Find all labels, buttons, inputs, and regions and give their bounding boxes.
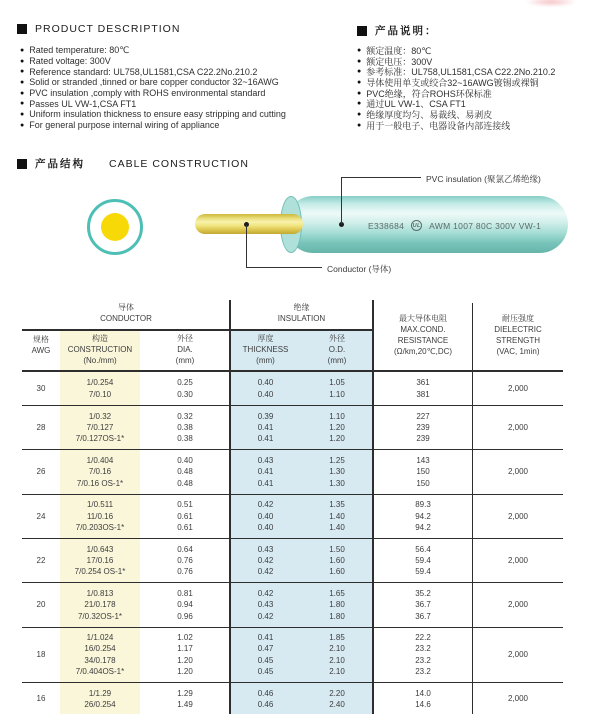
cell-value: 0.41 xyxy=(257,467,274,477)
section-marker-icon xyxy=(357,26,367,36)
header-line: (mm) xyxy=(175,356,195,365)
header-line: STRENGTH xyxy=(496,336,540,345)
awg-group-28 xyxy=(22,406,563,450)
cell-value: 0.39 xyxy=(257,411,274,421)
cell-od xyxy=(301,628,373,682)
bullet-text: 通过UL VW-1、CSA FT1 xyxy=(366,99,466,110)
cell-value: 0.51 xyxy=(177,500,193,510)
cell-value: 1.30 xyxy=(329,467,345,477)
leader-line xyxy=(341,177,342,224)
bullet-text: 绝缘厚度均匀、易裁线、易剥皮 xyxy=(366,109,493,120)
cell-value: 1/0.643 xyxy=(86,544,114,554)
cell-value: 1.65 xyxy=(329,588,345,598)
cell-value: 7/0.16 xyxy=(88,467,112,477)
section-cable-construction-header xyxy=(17,156,249,171)
section-product-description-header xyxy=(17,23,180,35)
cell-value: 0.61 xyxy=(177,523,193,533)
cell-value: 35.2 xyxy=(415,588,431,598)
bullet-text: PVC绝缘，符合ROHS环保标准 xyxy=(366,88,492,99)
cell-thickness xyxy=(230,495,301,538)
bullet-icon: ● xyxy=(357,46,362,54)
header-line: (Ω/km,20℃,DC) xyxy=(393,347,453,356)
cell-construction xyxy=(60,372,140,405)
cell-value: 1.50 xyxy=(329,544,345,554)
cell-value: 7/0.254 OS-1* xyxy=(74,567,126,577)
bullet-text: Solid or stranded ,tinned or bare copper conductor 32~16AWG xyxy=(29,77,279,88)
cell-value: 381 xyxy=(416,389,430,399)
bullet-item xyxy=(20,120,330,131)
conductor-label: Conductor (导体) xyxy=(327,264,392,274)
cell-value: 23.2 xyxy=(415,667,431,677)
cell-awg xyxy=(22,372,60,405)
cell-od xyxy=(301,372,373,405)
cell-thickness xyxy=(230,539,301,582)
cell-value: 7/0.32OS-1* xyxy=(77,611,123,621)
header-line: 厚度 xyxy=(257,334,274,343)
cell-value: 36.7 xyxy=(415,600,431,610)
cell-thickness xyxy=(230,450,301,493)
cell-value: 2.10 xyxy=(329,644,345,654)
bullet-text: Uniform insulation thickness to ensure easy stripping and cutting xyxy=(29,109,286,120)
cell-value: 7/0.127OS-1* xyxy=(75,434,125,444)
cell-resistance xyxy=(373,372,473,405)
cell-value: 16/0.254 xyxy=(84,644,116,654)
header-line: 最大导体电阻 xyxy=(399,314,447,323)
group-header-underline xyxy=(22,329,373,331)
section-product-notes-header xyxy=(357,23,438,38)
header-dia xyxy=(140,333,230,366)
cell-value: 2,000 xyxy=(507,649,529,659)
cell-dielectric xyxy=(473,683,563,714)
cell-value: 2,000 xyxy=(507,383,529,393)
insulation-label: PVC insulation (聚氯乙烯绝缘) xyxy=(426,174,541,184)
awg-group-18 xyxy=(22,628,563,683)
ul-mark-icon: UL xyxy=(411,220,422,231)
cell-dielectric xyxy=(473,450,563,493)
cell-awg xyxy=(22,450,60,493)
leader-line xyxy=(246,225,247,268)
bullet-text: Reference standard: UL758,UL1581,CSA C22.2No.210.2 xyxy=(29,66,258,77)
cell-value: 0.32 xyxy=(177,411,193,421)
cell-dielectric xyxy=(473,495,563,538)
cell-value: 2,000 xyxy=(507,555,529,565)
bullet-icon: ● xyxy=(357,100,362,108)
cell-value: 0.41 xyxy=(257,478,274,488)
bullet-icon: ● xyxy=(20,100,25,108)
header-line: CONDUCTOR xyxy=(100,314,152,323)
header-line: 导体 xyxy=(118,303,134,312)
cell-value: 0.41 xyxy=(257,632,274,642)
cell-value: 1.20 xyxy=(329,422,345,432)
bullet-text: Passes UL VW-1,CSA FT1 xyxy=(29,98,137,109)
header-line: INSULATION xyxy=(277,314,326,323)
awg-group-20 xyxy=(22,583,563,627)
cell-value: 2.10 xyxy=(329,655,345,665)
cell-value: 59.4 xyxy=(415,567,431,577)
cell-dielectric xyxy=(473,372,563,405)
cell-value: 1.10 xyxy=(329,411,345,421)
cell-dia xyxy=(140,495,230,538)
cell-value: 1.85 xyxy=(329,632,345,642)
bullet-text: 额定电压：300V xyxy=(366,56,433,67)
cell-value: 2.40 xyxy=(329,700,345,710)
cell-awg xyxy=(22,539,60,582)
cell-value: 0.76 xyxy=(177,555,193,565)
cell-value: 0.40 xyxy=(257,389,274,399)
cable-print-spec: AWM 1007 80C 300V VW-1 xyxy=(429,220,542,231)
bullet-text: 用于一般电子、电器设备内部连接线 xyxy=(366,120,511,131)
cell-value: 2,000 xyxy=(507,467,529,477)
bullet-item xyxy=(20,45,330,56)
bullet-item xyxy=(20,56,330,67)
cell-value: 1/0.813 xyxy=(86,588,114,598)
cell-value: 0.41 xyxy=(257,434,274,444)
cell-value: 0.64 xyxy=(177,544,193,554)
header-line: (No./mm) xyxy=(83,356,117,365)
cell-thickness xyxy=(230,372,301,405)
cell-value: 0.40 xyxy=(257,378,274,388)
bullet-icon: ● xyxy=(357,110,362,118)
cell-value: 1.20 xyxy=(177,655,193,665)
cell-value: 1.05 xyxy=(329,378,345,388)
bullet-icon: ● xyxy=(20,110,25,118)
bullet-text: 额定温度：80℃ xyxy=(366,45,432,56)
cell-value: 0.94 xyxy=(177,600,193,610)
cell-value: 1.30 xyxy=(329,478,345,488)
bullet-icon: ● xyxy=(357,57,362,65)
header-conductor-group xyxy=(22,302,230,324)
cell-value: 239 xyxy=(416,434,430,444)
awg-group-30 xyxy=(22,372,563,406)
cell-value: 0.45 xyxy=(257,667,274,677)
cell-value: 1/1.29 xyxy=(88,688,112,698)
cell-dia xyxy=(140,406,230,449)
cell-value: 0.46 xyxy=(257,700,274,710)
cell-construction xyxy=(60,583,140,626)
cell-value: 56.4 xyxy=(415,544,431,554)
cell-dia xyxy=(140,450,230,493)
bullet-icon: ● xyxy=(20,89,25,97)
bullets-en xyxy=(20,45,330,131)
cell-value: 1.80 xyxy=(329,611,345,621)
cell-value: 2,000 xyxy=(507,422,529,432)
cell-construction xyxy=(60,628,140,682)
cell-od xyxy=(301,495,373,538)
cell-value: 14.0 xyxy=(415,688,431,698)
cell-value: 1.60 xyxy=(329,567,345,577)
cell-value: 24 xyxy=(36,511,46,521)
cell-thickness xyxy=(230,683,301,714)
bullet-text: Rated voltage: 300V xyxy=(29,56,111,67)
cell-dia xyxy=(140,683,230,714)
section-marker-icon xyxy=(17,24,27,34)
cell-value: 0.25 xyxy=(177,378,193,388)
bullet-icon: ● xyxy=(20,46,25,54)
cell-value: 0.42 xyxy=(257,611,274,621)
bullets-zh xyxy=(357,45,597,131)
cross-section-conductor-core xyxy=(101,213,129,241)
product-description-title: PRODUCT DESCRIPTION xyxy=(35,23,181,35)
cell-value: 20 xyxy=(36,600,46,610)
cell-value: 0.38 xyxy=(177,422,193,432)
cell-value: 0.47 xyxy=(257,644,274,654)
cable-construction-title-zh: 产品结构 xyxy=(35,158,85,170)
cell-dielectric xyxy=(473,583,563,626)
cell-value: 18 xyxy=(36,649,46,659)
bullet-item xyxy=(20,77,330,88)
cell-value: 1/0.404 xyxy=(86,455,114,465)
cell-value: 21/0.178 xyxy=(84,600,116,610)
bullet-item xyxy=(357,120,597,131)
header-line: O.D. xyxy=(328,345,346,354)
cell-value: 0.38 xyxy=(177,434,193,444)
header-line: (mm) xyxy=(256,356,275,365)
header-thickness xyxy=(230,333,301,366)
cell-value: 239 xyxy=(416,422,430,432)
cell-value: 0.81 xyxy=(177,588,193,598)
cell-value: 2.20 xyxy=(329,688,345,698)
cell-value: 361 xyxy=(416,378,430,388)
cell-value: 0.42 xyxy=(257,567,274,577)
watermark-smudge xyxy=(525,0,577,7)
cell-od xyxy=(301,539,373,582)
cell-dielectric xyxy=(473,406,563,449)
cell-value: 1/0.32 xyxy=(88,411,112,421)
bullet-icon: ● xyxy=(20,121,25,129)
cell-construction xyxy=(60,683,140,714)
leader-line xyxy=(341,177,421,178)
cell-dielectric xyxy=(473,539,563,582)
cell-value: 22.2 xyxy=(415,632,431,642)
bullet-icon: ● xyxy=(357,78,362,86)
bullet-icon: ● xyxy=(20,78,25,86)
cell-value: 150 xyxy=(416,478,430,488)
cell-value: 7/0.404OS-1* xyxy=(75,667,125,677)
cell-resistance xyxy=(373,683,473,714)
cell-construction xyxy=(60,495,140,538)
cell-awg xyxy=(22,583,60,626)
bullet-text: Rated temperature: 80℃ xyxy=(29,44,130,55)
cable-conductor-rod xyxy=(195,214,303,234)
cell-value: 26/0.254 xyxy=(84,700,116,710)
cell-value: 26 xyxy=(36,467,46,477)
bullet-text: PVC insulation ,comply with ROHS environmental standard xyxy=(29,88,266,99)
cell-value: 0.42 xyxy=(257,555,274,565)
cell-value: 0.76 xyxy=(177,567,193,577)
cell-value: 7/0.203OS-1* xyxy=(75,523,125,533)
cell-value: 0.42 xyxy=(257,588,274,598)
header-od xyxy=(301,333,373,366)
header-dielectric xyxy=(473,313,563,357)
bullet-icon: ● xyxy=(357,121,362,129)
cell-value: 23.2 xyxy=(415,644,431,654)
awg-group-26 xyxy=(22,450,563,494)
cell-value: 22 xyxy=(36,555,46,565)
bullet-text: 导体使用单支或绞合32~16AWG镀锡或裸铜 xyxy=(366,77,539,88)
cell-thickness xyxy=(230,583,301,626)
cell-value: 7/0.16 OS-1* xyxy=(76,478,124,488)
cell-value: 0.45 xyxy=(257,655,274,665)
header-resistance xyxy=(373,313,473,357)
table-body xyxy=(22,372,563,714)
cell-value: 0.46 xyxy=(257,688,274,698)
cell-value: 1/1.024 xyxy=(86,632,114,642)
cell-value: 34/0.178 xyxy=(84,655,116,665)
cell-value: 0.48 xyxy=(177,467,193,477)
cell-value: 1.10 xyxy=(329,389,345,399)
cell-value: 0.40 xyxy=(257,511,274,521)
cell-value: 1.40 xyxy=(329,511,345,521)
bullet-item xyxy=(20,109,330,120)
cell-value: 0.43 xyxy=(257,544,274,554)
cell-value: 2,000 xyxy=(507,511,529,521)
cell-value: 0.40 xyxy=(257,523,274,533)
header-line: 构造 xyxy=(92,334,108,343)
header-insulation-group xyxy=(230,302,373,324)
bullet-icon: ● xyxy=(20,68,25,76)
bullet-item xyxy=(20,98,330,109)
cell-dia xyxy=(140,539,230,582)
cell-value: 1.80 xyxy=(329,600,345,610)
cell-value: 0.61 xyxy=(177,511,193,521)
header-awg xyxy=(22,334,60,356)
cell-value: 36.7 xyxy=(415,611,431,621)
cell-thickness xyxy=(230,628,301,682)
bullet-text: For general purpose internal wiring of appliance xyxy=(29,120,220,131)
cell-od xyxy=(301,450,373,493)
cell-thickness xyxy=(230,406,301,449)
cell-value: 0.41 xyxy=(257,422,274,432)
header-line: 外径 xyxy=(177,334,193,343)
cell-value: 7/0.127 xyxy=(86,422,114,432)
header-line: MAX.COND. xyxy=(400,325,446,334)
cell-value: 2,000 xyxy=(507,694,529,704)
cell-value: 59.4 xyxy=(415,555,431,565)
cell-value: 1.02 xyxy=(177,632,193,642)
cell-od xyxy=(301,583,373,626)
leader-line xyxy=(246,267,322,268)
bullet-icon: ● xyxy=(357,68,362,76)
cell-value: 1.25 xyxy=(329,455,345,465)
cell-value: 0.43 xyxy=(257,455,274,465)
bullet-item xyxy=(20,66,330,77)
cell-value: 227 xyxy=(416,411,430,421)
cell-value: 0.30 xyxy=(177,389,193,399)
cell-value: 1.40 xyxy=(329,523,345,533)
cell-value: 1/0.511 xyxy=(86,500,114,510)
header-line: DIELECTRIC xyxy=(494,325,542,334)
cell-value: 94.2 xyxy=(415,523,431,533)
cell-value: 2.10 xyxy=(329,667,345,677)
cell-value: 1.20 xyxy=(329,434,345,444)
cell-value: 1.49 xyxy=(177,700,193,710)
header-construction xyxy=(60,333,140,366)
cell-value: 150 xyxy=(416,467,430,477)
cell-awg xyxy=(22,628,60,682)
header-line: 耐压强度 xyxy=(502,314,534,323)
cell-value: 143 xyxy=(416,455,430,465)
header-line: 规格 xyxy=(33,335,49,344)
cell-value: 89.3 xyxy=(415,500,431,510)
cell-value: 0.43 xyxy=(257,600,274,610)
cell-dia xyxy=(140,372,230,405)
cell-dia xyxy=(140,583,230,626)
awg-group-22 xyxy=(22,539,563,583)
cable-print-enumber: E338684 xyxy=(368,220,405,231)
awg-group-24 xyxy=(22,495,563,539)
cell-construction xyxy=(60,406,140,449)
bullet-icon: ● xyxy=(357,89,362,97)
cell-value: 7/0.10 xyxy=(88,389,112,399)
cell-value: 1.17 xyxy=(177,644,193,654)
header-line: THICKNESS xyxy=(242,345,289,354)
cell-value: 0.96 xyxy=(177,611,193,621)
cell-resistance xyxy=(373,450,473,493)
header-line: AWG xyxy=(31,346,51,355)
cell-value: 16 xyxy=(36,694,46,704)
cell-resistance xyxy=(373,583,473,626)
header-line: 外径 xyxy=(329,334,345,343)
cell-dia xyxy=(140,628,230,682)
cable-construction-title-en: CABLE CONSTRUCTION xyxy=(109,157,249,170)
cell-value: 1.29 xyxy=(177,688,193,698)
spec-table xyxy=(0,300,603,714)
bullet-text: 参考标准：UL758,UL1581,CSA C22.2No.210.2 xyxy=(366,67,556,78)
cell-od xyxy=(301,683,373,714)
header-line: (mm) xyxy=(327,356,347,365)
bullet-icon: ● xyxy=(20,57,25,65)
cell-value: 11/0.16 xyxy=(86,511,114,521)
cell-resistance xyxy=(373,628,473,682)
cell-value: 1.35 xyxy=(329,500,345,510)
section-marker-icon xyxy=(17,159,27,169)
cell-awg xyxy=(22,406,60,449)
cell-value: 0.48 xyxy=(177,478,193,488)
cell-awg xyxy=(22,495,60,538)
header-line: CONSTRUCTION xyxy=(67,345,133,354)
cell-value: 28 xyxy=(36,422,46,432)
cell-value: 94.2 xyxy=(415,511,431,521)
cell-od xyxy=(301,406,373,449)
cell-value: 1.20 xyxy=(177,667,193,677)
cell-value: 23.2 xyxy=(415,655,431,665)
cell-resistance xyxy=(373,406,473,449)
cell-construction xyxy=(60,539,140,582)
header-line: (VAC, 1min) xyxy=(496,347,540,356)
cell-value: 0.42 xyxy=(257,500,274,510)
cell-construction xyxy=(60,450,140,493)
header-line: DIA. xyxy=(177,345,193,354)
cell-awg xyxy=(22,683,60,714)
awg-group-16 xyxy=(22,683,563,714)
cell-value: 0.40 xyxy=(177,455,193,465)
bullet-item xyxy=(20,88,330,99)
cell-value: 30 xyxy=(36,383,46,393)
cell-value: 2,000 xyxy=(507,600,529,610)
cell-value: 17/0.16 xyxy=(86,555,114,565)
header-line: 绝缘 xyxy=(293,303,310,312)
cell-resistance xyxy=(373,539,473,582)
cell-value: 1.60 xyxy=(329,555,345,565)
product-notes-title: 产品说明： xyxy=(375,25,438,37)
header-line: RESISTANCE xyxy=(397,336,449,345)
cell-value: 14.6 xyxy=(415,700,431,710)
cable-print-text xyxy=(368,220,541,231)
cell-value: 1/0.254 xyxy=(86,378,114,388)
cell-resistance xyxy=(373,495,473,538)
cell-dielectric xyxy=(473,628,563,682)
